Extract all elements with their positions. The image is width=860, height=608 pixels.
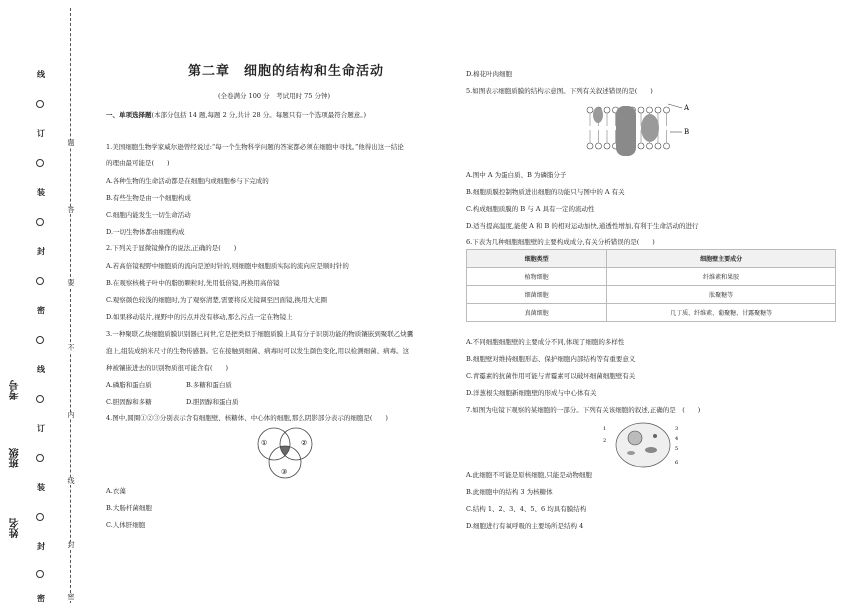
binding-inner-char: 要 — [67, 279, 75, 287]
q6-option: A.不同细胞细胞壁的主要成分不同,体现了细胞的多样性 — [466, 338, 625, 346]
exam-no-label: 考号 — [10, 380, 21, 400]
binding-char: 订 — [37, 423, 45, 433]
binding-circle-icon — [36, 159, 44, 167]
binding-circle-icon — [36, 570, 44, 578]
cell-label: 6 — [675, 460, 679, 466]
label-line-a — [668, 104, 682, 108]
protein-embedded — [641, 114, 659, 142]
table-cell: 植物细胞 — [467, 268, 607, 286]
phospholipid-head — [647, 143, 653, 149]
q1-option: A.各种生物的生命活动都是在细胞内或细胞参与下完成的 — [106, 177, 269, 185]
q6-option: C.青霉素的抗菌作用可能与青霉素可以破坏细菌细胞壁有关 — [466, 372, 636, 380]
binding-char: 密 — [37, 593, 45, 603]
phospholipid-head — [604, 143, 610, 149]
q1-stem: 1.美国细胞生物学家威尔逊曾经说过:“每一个生物科学问题的答案都必须在细胞中寻找。”他得出这一结论 — [106, 143, 404, 151]
protein-surface — [593, 107, 603, 123]
binding-inner-char: 答 — [67, 206, 75, 214]
q4-option: A.衣藻 — [106, 487, 126, 495]
q5-option: A.图中 A 为蛋白质、B 为磷脂分子 — [466, 171, 567, 179]
q3-stem-cont: 种被镶嵌进去的识别物质很可能含有( ) — [106, 364, 229, 372]
q6-option: D.洋葱根尖细胞新细胞壁的形成与中心体有关 — [466, 389, 597, 397]
q1-option: D.一切生物体都由细胞构成 — [106, 228, 185, 236]
phospholipid-head — [638, 143, 644, 149]
binding-inner-char: 题 — [67, 139, 75, 147]
table-row — [467, 286, 836, 304]
table-cell: 细菌细胞 — [467, 286, 607, 304]
table-row — [467, 304, 836, 322]
table-row — [467, 268, 836, 286]
phospholipid-head — [587, 143, 593, 149]
q7-option: C.结构 1、2、3、4、5、6 均具有膜结构 — [466, 505, 587, 513]
binding-char: 订 — [37, 128, 45, 138]
q1-option: B.有些生物是由一个细胞构成 — [106, 194, 191, 202]
section-note: (本部分包括 14 题,每题 2 分,共计 28 分。每题只有一个选项最符合题意。) — [151, 111, 367, 119]
q3-option: D.胆固醇和蛋白质 — [186, 398, 239, 406]
binding-char: 封 — [37, 246, 45, 256]
table-header-row — [467, 250, 836, 268]
binding-inner-char: 内 — [67, 411, 75, 419]
nucleus-structure — [628, 431, 642, 445]
binding-inner-char: 封 — [67, 541, 75, 549]
section-title: 一、单项选择题 — [106, 111, 152, 119]
q4-stem: 4.图中,圆圈①②③分别表示含有细胞壁、核糖体、中心体的细胞,那么阴影部分表示的细胞是( ) — [106, 414, 388, 422]
table-cell: 纤维素和果胶 — [607, 268, 836, 286]
phospholipid-head — [664, 107, 670, 113]
q7-stem: 7.如图为电镜下观察的某细胞的一部分。下列有关该细胞的叙述,正确的是 ( ) — [466, 406, 701, 414]
phospholipid-head — [655, 107, 661, 113]
cell-label: 1 — [603, 426, 607, 432]
binding-circle-icon — [36, 513, 44, 521]
table-header: 细胞类型 — [467, 250, 607, 268]
membrane-label-b: B — [684, 128, 690, 136]
q5-option: D.适当提高温度,能使 A 和 B 的相对运动加快,通透性增加,有利于生命活动的进行 — [466, 222, 699, 230]
q7-option: B.此细胞中的结构 3 为核糖体 — [466, 488, 553, 496]
membrane-label-a: A — [684, 104, 690, 112]
q2-option: A.若高倍镜视野中细胞质的流向是逆时针的,则细胞中细胞质实际的流向应是顺时针的 — [106, 262, 349, 270]
cell-micrograph-diagram — [601, 420, 681, 470]
q6-option: B.细胞壁对维持细胞形态、保护细胞内部结构等有重要意义 — [466, 355, 636, 363]
phospholipid-head — [664, 143, 670, 149]
q7-option: A.此细胞不可能是原核细胞,只能是动物细胞 — [466, 471, 592, 479]
binding-inner-char: 密 — [67, 593, 75, 601]
binding-circle-icon — [36, 395, 44, 403]
phospholipid-head — [638, 107, 644, 113]
name-label: 姓名 — [10, 518, 21, 538]
binding-circle-icon — [36, 218, 44, 226]
table-cell: 几丁质、纤维素、葡聚糖、甘露聚糖等 — [607, 304, 836, 322]
q3-option: C.胆固醇和多糖 — [106, 398, 152, 406]
binding-char: 线 — [37, 69, 45, 79]
binding-dashed-line — [70, 8, 71, 603]
q6-stem: 6.下表为几种细胞细胞壁的主要构成成分,有关分析错误的是( ) — [466, 238, 655, 246]
cell-wall-table — [466, 249, 836, 322]
q3-option: A.磷脂和蛋白质 — [106, 381, 152, 389]
table-cell: 真菌细胞 — [467, 304, 607, 322]
q2-stem: 2.下列关于显微镜操作的说法,正确的是( ) — [106, 244, 237, 252]
cell-label: 2 — [603, 438, 607, 444]
q2-option: D.如果移动装片,视野中的污点并没有移动,那么污点一定在物镜上 — [106, 313, 293, 321]
phospholipid-head — [587, 107, 593, 113]
cell-label: 5 — [675, 446, 679, 452]
binding-char: 线 — [37, 364, 45, 374]
q5-stem: 5.如图表示细胞质膜的结构示意图。下列有关叙述错误的是( ) — [466, 87, 653, 95]
venn-label-3: ③ — [281, 468, 288, 476]
q3-stem-cont: 泡上,组装成纳米尺寸的生物传感器。它在接触到细菌、病毒时可以发生颜色变化,用以检测细菌、病毒。这 — [106, 347, 410, 355]
q2-option: C.观察颜色较浅的细胞时,为了观察清楚,需要将反光镜调至凹面镜,换用大光圈 — [106, 296, 328, 304]
phospholipid-head — [655, 143, 661, 149]
binding-circle-icon — [36, 454, 44, 462]
binding-margin — [0, 0, 86, 608]
page-title: 第二章 细胞的结构和生命活动 — [188, 64, 385, 79]
q3-option: B.多糖和蛋白质 — [186, 381, 232, 389]
venn-diagram — [246, 424, 326, 484]
q5-option: C.构成细胞质膜的 B 与 A 具有一定的流动性 — [466, 205, 595, 213]
q4-option: C.人体肝细胞 — [106, 521, 146, 529]
q5-option: B.细胞质膜控制物质进出细胞的功能只与图中的 A 有关 — [466, 188, 625, 196]
binding-char: 装 — [37, 187, 45, 197]
organelle-structure — [645, 447, 657, 453]
protein-large — [616, 106, 636, 156]
q7-option: D.细胞进行有氧呼吸的主要场所是结构 4 — [466, 522, 584, 530]
binding-circle-icon — [36, 100, 44, 108]
page-subtitle: (全卷满分 100 分 考试用时 75 分钟) — [218, 92, 331, 100]
table-cell: 肽聚糖等 — [607, 286, 836, 304]
class-label: 班级 — [10, 448, 21, 468]
q1-stem-cont: 的理由最可能是( ) — [106, 159, 170, 167]
cell-outline — [616, 423, 670, 467]
binding-circle-icon — [36, 277, 44, 285]
venn-label-2: ② — [301, 439, 308, 447]
binding-char: 密 — [37, 305, 45, 315]
cell-membrane-diagram — [586, 98, 696, 163]
cell-label: 3 — [675, 426, 679, 432]
section-heading — [106, 111, 366, 119]
binding-inner-char: 线 — [67, 477, 75, 485]
binding-char: 封 — [37, 541, 45, 551]
table-header: 细胞壁主要成分 — [607, 250, 836, 268]
q4-option: B.大肠杆菌细胞 — [106, 504, 152, 512]
q1-option: C.细胞内能发生一切生命活动 — [106, 211, 191, 219]
phospholipid-head — [596, 143, 602, 149]
phospholipid-head — [604, 107, 610, 113]
binding-char: 装 — [37, 482, 45, 492]
q3-stem: 3.一种聚联乙炔细胞质膜识别器已问世,它是把类似于细胞质膜上具有分子识别功能的物质镶嵌到聚联乙炔囊 — [106, 330, 414, 338]
organelle-structure — [627, 451, 635, 455]
q2-option: B.在观察核桃子叶中的脂肪颗粒时,先用低倍镜,再换用高倍镜 — [106, 279, 280, 287]
phospholipid-head — [647, 107, 653, 113]
organelle-structure — [653, 434, 657, 438]
binding-inner-char: 不 — [67, 344, 75, 352]
venn-label-1: ① — [261, 439, 268, 447]
binding-circle-icon — [36, 336, 44, 344]
cell-label: 4 — [675, 436, 679, 442]
q4-option: D.棉花叶肉细胞 — [466, 70, 513, 78]
